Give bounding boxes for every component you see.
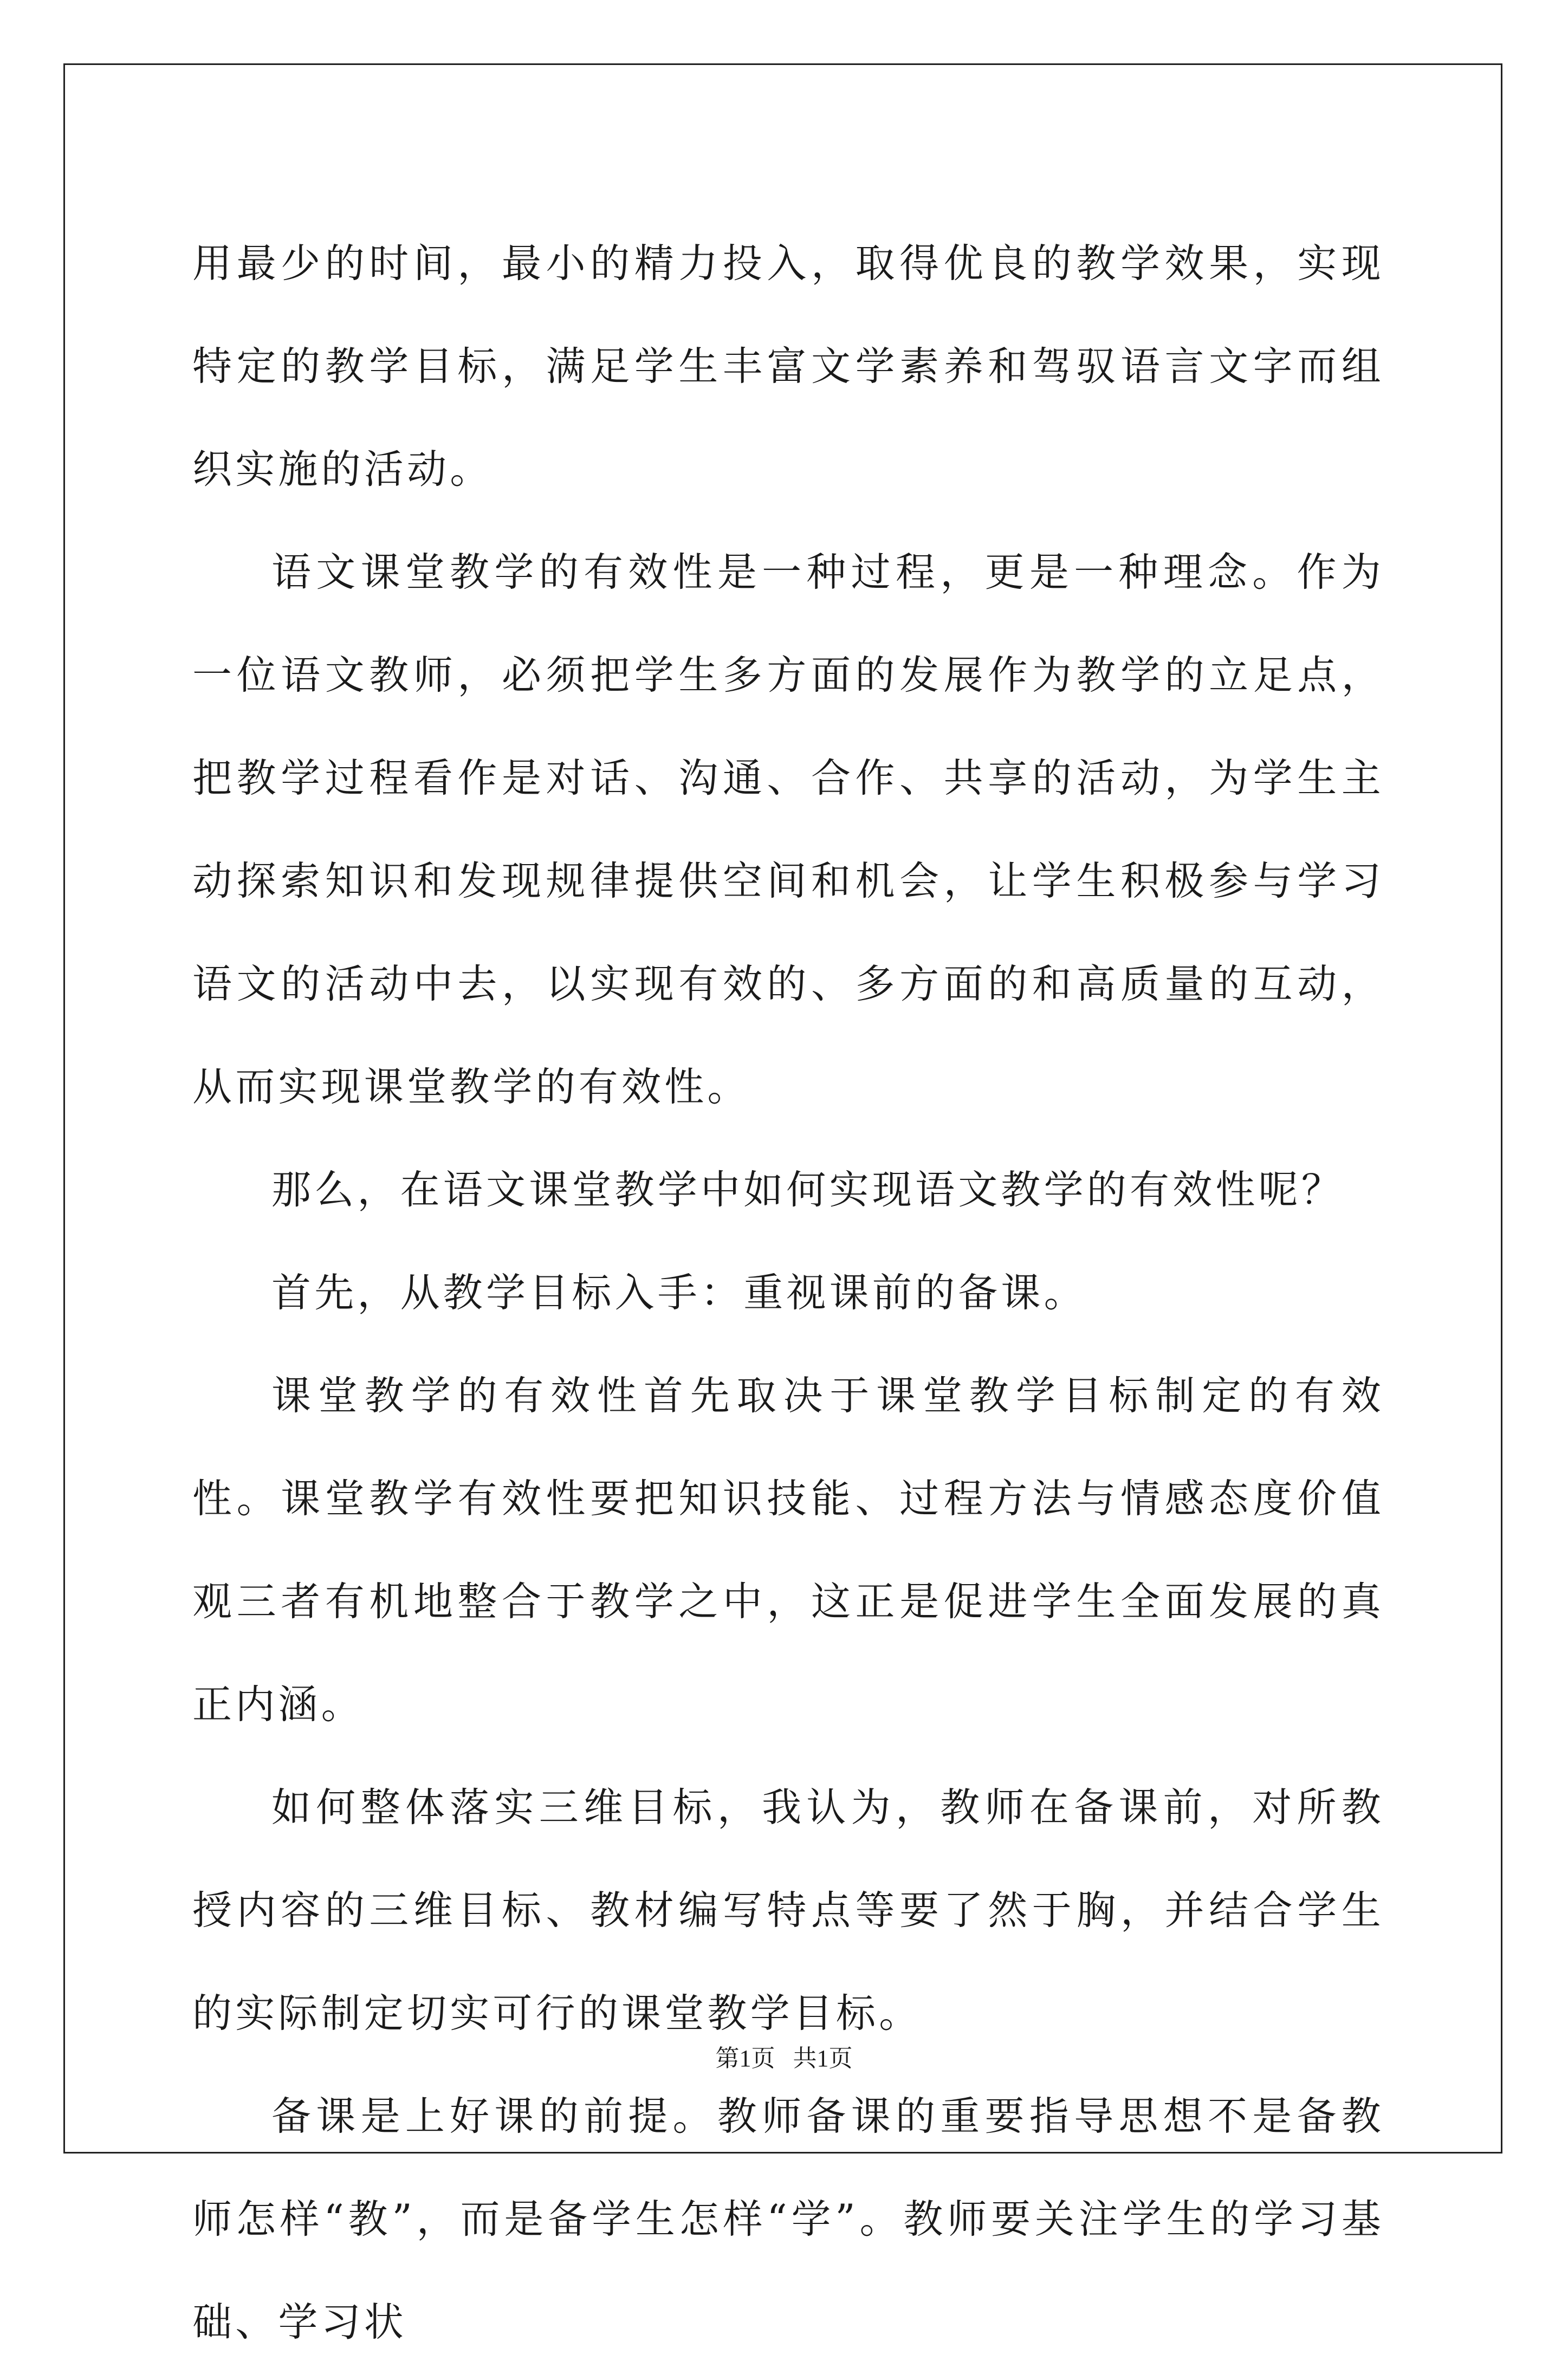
paragraph-6: 如何整体落实三维目标，我认为，教师在备课前，对所教授内容的三维目标、教材编写特点等要了然于胸，并结合学生的实际制定切实可行的课堂教学目标。	[192, 1785, 1384, 2036]
paragraph-4: 首先，从教学目标入手：重视课前的备课。	[271, 1270, 1087, 1316]
paragraph-2: 语文课堂教学的有效性是一种过程，更是一种理念。作为一位语文教师，必须把学生多方面的发展作为教学的立足点，把教学过程看作是对话、沟通、合作、共享的活动，为学生主动探索知识和发现规律提供空间和机会，让学生积极参与学习语文的活动中去，以实现有效的、多方面的和高质量的互动，从而实现课堂教学的有效性。	[192, 549, 1384, 1110]
footer-separator	[775, 2045, 793, 2072]
page-total: 共1页	[793, 2045, 853, 2072]
page-footer	[0, 2042, 1568, 2075]
page-number: 第1页	[715, 2045, 775, 2072]
paragraph-3: 那么，在语文课堂教学中如何实现语文教学的有效性呢？	[271, 1167, 1344, 1213]
paragraph-1: 用最少的时间，最小的精力投入，取得优良的教学效果，实现特定的教学目标，满足学生丰富文学素养和驾驭语言文字而组织实施的活动。	[192, 241, 1384, 492]
paragraph-7: 备课是上好课的前提。教师备课的重要指导思想不是备教师怎样“教”，而是备学生怎样“学”。教师要关注学生的学习基础、学习状	[192, 2093, 1384, 2345]
paragraph-5: 课堂教学的有效性首先取决于课堂教学目标制定的有效性。课堂教学有效性要把知识技能、过程方法与情感态度价值观三者有机地整合于教学之中，这正是促进学生全面发展的真正内涵。	[192, 1373, 1384, 1728]
